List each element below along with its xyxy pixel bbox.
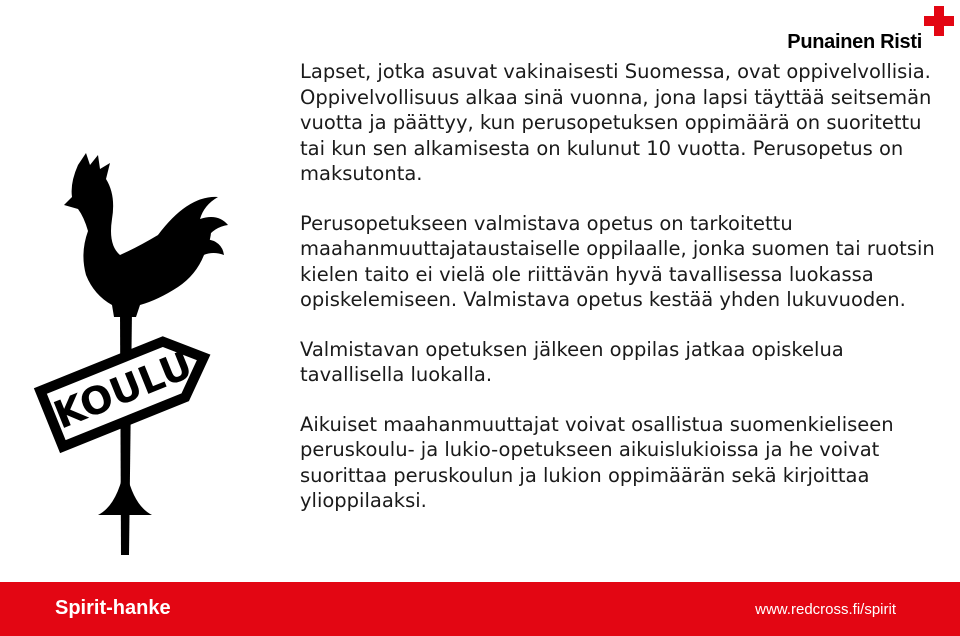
rooster-weathervane-icon [28, 135, 238, 555]
main-text [300, 59, 940, 538]
red-cross-logo [760, 0, 960, 60]
paragraph-preparatory-education: Perusopetukseen valmistava opetus on tarkoitettu maahanmuuttajataustaiselle oppilaalle, jonka suomen tai ruotsin kielen taito ei vielä ole riittävän hyvä tavallisessa luokassa opiskelemiseen. Valmistava opetus kestää yhden lukuvuoden. [300, 211, 935, 311]
footer-bar [0, 582, 960, 636]
paragraph-adult-immigrants: Aikuiset maahanmuuttajat voivat osallistua suomenkieliseen peruskoulu- ja lukio-opetukseen aikuislukioissa ja he voivat suorittaa peruskoulun ja lukion oppimäärän sekä kirjoittaa ylioppilaaksi. [300, 412, 894, 512]
sign-text: KOULU [47, 342, 199, 438]
paragraph-after-preparatory: Valmistavan opetuksen jälkeen oppilas jatkaa opiskelua tavallisella luokalla. [300, 337, 844, 386]
red-cross-icon [922, 4, 956, 38]
org-name: Punainen Risti [787, 31, 922, 53]
project-name: Spirit-hanke [55, 597, 171, 619]
footer-url[interactable]: www.redcross.fi/spirit [755, 601, 896, 618]
paragraph-compulsory-education: Lapset, jotka asuvat vakinaisesti Suomessa, ovat oppivelvollisia. Oppivelvollisuus alkaa sinä vuonna, jona lapsi täyttää seitsemän vuotta ja päättyy, kun perusopetuksen oppimäärä on suoritettu tai kun sen alkamisesta on kulunut 10 vuotta. Perusopetus on maksutonta. [300, 60, 932, 185]
